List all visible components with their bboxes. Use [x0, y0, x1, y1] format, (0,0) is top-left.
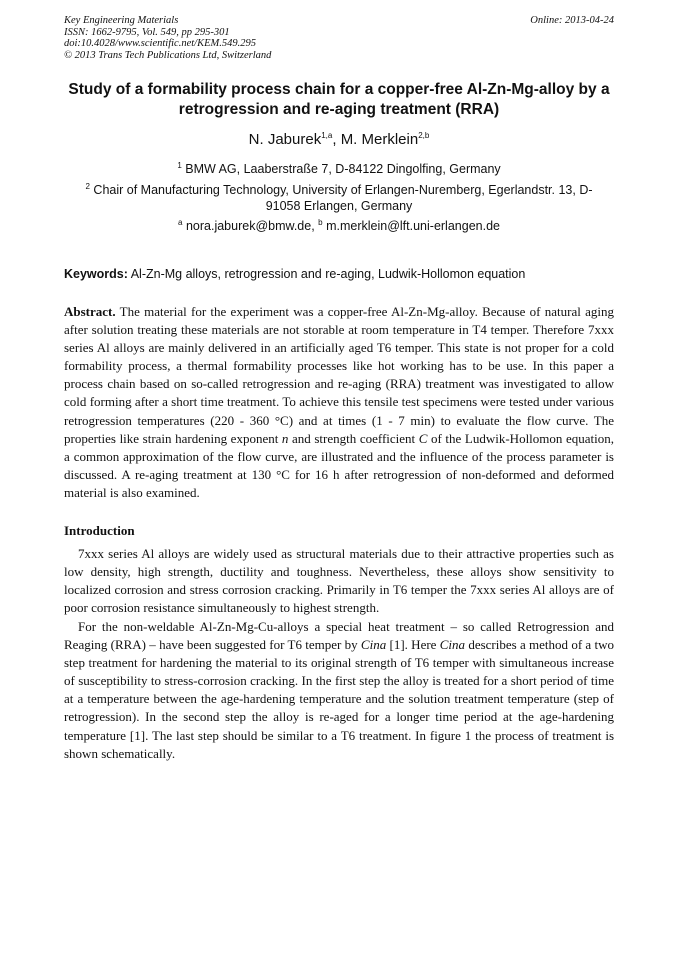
- paragraph-text: [1]. Here: [386, 637, 440, 653]
- abstract-text: of the Ludwik-Hollomon equation, a common approximation of the flow curve, are illustrated and the influence of the process parameter is discussed. A re-aging treatment at 130 °C for 16 h after retrogression of non-deformed and deformed material is also examined.: [64, 430, 614, 500]
- online-date: Online: 2013-04-24: [530, 15, 614, 26]
- keywords-text: Al-Zn-Mg alloys, retrogression and re-aging, Ludwik-Hollomon equation: [130, 267, 526, 281]
- affiliation-mark: 2: [85, 181, 90, 191]
- copyright-line: © 2013 Trans Tech Publications Ltd, Switzerland: [64, 49, 272, 61]
- keywords: [64, 266, 624, 282]
- affiliation-2: [80, 183, 598, 214]
- intro-paragraph-1: [64, 545, 614, 617]
- abstract-label: Abstract.: [64, 304, 116, 319]
- author-name: N. Jaburek: [248, 131, 322, 148]
- issn-line: ISSN: 1662-9795, Vol. 549, pp 295-301: [64, 26, 230, 38]
- author-affiliation-mark: 2,b: [418, 131, 430, 140]
- author-separator: ,: [332, 131, 341, 148]
- author-reference: Cina: [439, 637, 466, 653]
- affiliation-1: [80, 162, 598, 178]
- email-address[interactable]: m.merklein@lft.uni-erlangen.de: [326, 219, 500, 233]
- email-address[interactable]: nora.jaburek@bmw.de,: [185, 219, 319, 233]
- paper-title: Study of a formability process chain for a copper-free Al-Zn-Mg-alloy by a retrogression and re-aging treatment (RRA): [68, 81, 610, 118]
- abstract-text: The material for the experiment was a copper-free Al-Zn-Mg-alloy. Because of natural aging after solution treating these materials are not storable at room temperature in T4 temper. Therefore 7xxx series Al alloys are mainly delivered in an artificially aged T6 temper. This state is not proper for a cold formability process, a thermal formability processes like hot working has to be use. In this paper a process chain based on so-called retrogression and re-aging (RRA) treatment was investigated to allow cold forming after a short time treatment. To achieve this tensile test specimens were tested under various retrogression temperatures (220 - 360 °C) and at times (1 - 7 min) to evaluate the flow curve. The properties like strain hardening exponent: [64, 304, 615, 446]
- section-heading-introduction: Introduction: [64, 523, 135, 538]
- abstract: [64, 303, 614, 502]
- keywords-label: Keywords:: [64, 267, 128, 281]
- author-name: M. Merklein: [340, 131, 419, 148]
- author-affiliation-mark: 1,a: [321, 131, 333, 140]
- email-mark: a: [178, 217, 183, 227]
- intro-paragraph-2: [64, 618, 614, 763]
- abstract-symbol-c: C: [418, 430, 428, 446]
- affiliation-text: Chair of Manufacturing Technology, University of Erlangen-Nuremberg, Egerlandstr. 13, D-91058 Erlangen, Germany: [93, 183, 593, 213]
- journal-name: Key Engineering Materials: [64, 15, 179, 26]
- affiliation-mark: 1: [177, 160, 182, 170]
- paragraph-text: For the non-weldable Al-Zn-Mg-Cu-alloys a special heat treatment – so called Retrogression and Reaging (RRA) – have been suggested for T6 temper by: [64, 619, 614, 653]
- author-emails: [80, 219, 598, 235]
- author-reference: Cina: [360, 637, 387, 653]
- affiliation-text: BMW AG, Laaberstraße 7, D-84122 Dingolfing, Germany: [185, 162, 501, 176]
- paragraph-text: describes a method of a two step treatment for hardening the material to its original strength of T6 temper with simultaneous increase of susceptibility to stress-corrosion cracking. In the first step the alloy is treated for a short period of time at a temperature between the age-hardening temperature and the solution treatment temperature (step of retrogression). In the second step the alloy is re-aged for a longer time period at the age-hardening temperature [1]. The last step should be similar to a T6 treatment. In figure 1 the process of treatment is shown schematically.: [64, 637, 614, 761]
- journal-header: [64, 15, 271, 61]
- abstract-symbol-n: n: [281, 430, 289, 446]
- email-mark: b: [318, 217, 323, 227]
- doi-line: doi:10.4028/www.scientific.net/KEM.549.295: [64, 38, 256, 49]
- abstract-text: and strength coefficient: [288, 430, 419, 446]
- author-line: [0, 130, 678, 150]
- paragraph-text: 7xxx series Al alloys are widely used as structural materials due to their attractive properties such as low density, high strength, ductility and toughness. Nevertheless, these alloys show sensitivity to localized corrosion and stress corrosion cracking. Primarily in T6 temper the 7xxx series Al alloys are of poor corrosion resistance simultaneously to highest strength.: [64, 546, 614, 616]
